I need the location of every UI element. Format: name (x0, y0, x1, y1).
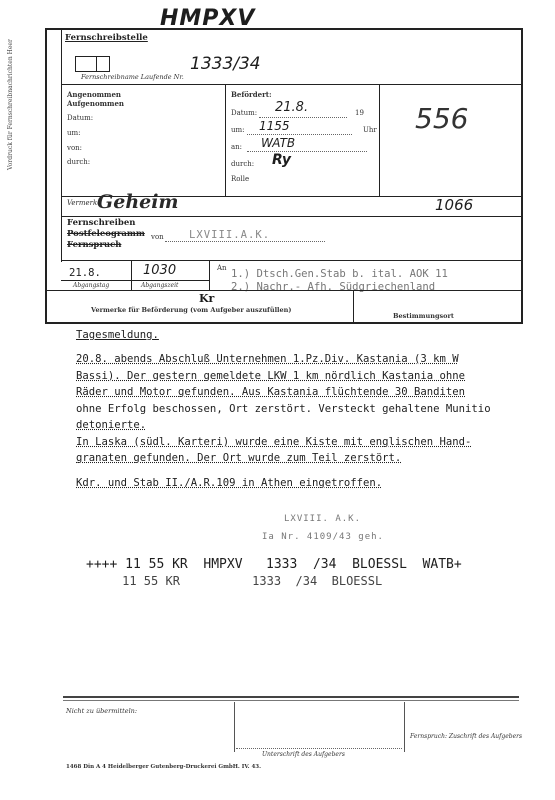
number-box-value: 556 (415, 102, 469, 135)
forwarded-time-label: um: (231, 126, 245, 134)
footer-rule-top (63, 696, 519, 698)
received-time-label: um: (67, 129, 81, 137)
message-line: ohne Erfolg beschossen, Ort zerstört. Versteckt gehaltene Munitio (76, 402, 491, 415)
forwarded-roll-label: Rolle (231, 175, 250, 183)
sequence-label: Fernschreibname Laufende Nr. (81, 73, 184, 81)
forwarded-to-label: an: (231, 143, 243, 151)
forwarded-uhr: Uhr (363, 126, 377, 134)
recipient-2: 2.) Nachr.- Afh. Südgriechenland (231, 281, 436, 293)
message-body (76, 353, 546, 493)
kr-code: Kr (199, 292, 215, 305)
handwritten-header-code: HMPXV (160, 6, 256, 31)
teleprint-routing-line-1: ++++ 11 55 KR HMPXV 1333 /34 BLOESSL WATB+ (86, 557, 462, 572)
sent-date-label: Abgangstag (73, 282, 110, 289)
sequence-box (95, 56, 110, 72)
recorded-heading: Aufgenommen (67, 99, 124, 108)
forwarded-by-signature: Ry (272, 152, 292, 168)
sent-date: 21.8. (69, 267, 101, 279)
forwarded-by-label: durch: (231, 160, 255, 168)
office-title: Fernschreibstelle (65, 33, 148, 43)
classification-stamp: Geheim (97, 191, 179, 213)
from-value: LXVIII.A.K. (189, 229, 271, 241)
teleprint-routing-line-2: 11 55 KR 1333 /34 BLOESSL (86, 574, 383, 588)
forwarded-year-suffix: 19 (355, 109, 364, 117)
message-line: In Laska (südl. Karteri) wurde eine Kiste mit englischen Hand- (76, 435, 472, 448)
message-line: granaten gefunden. Der Ort wurde zum Teil zerstört. (76, 452, 402, 464)
msg-type-telegram: Postfeleogramm (67, 229, 145, 239)
msg-type-telex: Fernschreiben (67, 218, 136, 228)
forwarded-date-label: Datum: (231, 109, 258, 117)
message-line (76, 469, 546, 477)
msg-type-phone: Fernspruch (67, 240, 122, 250)
printer-imprint: 1468 Din A 4 Heidelberger Gutenberg-Druckerei GmbH. IV. 43. (66, 764, 262, 770)
sent-time: 1030 (143, 263, 177, 278)
received-by-label: durch: (67, 158, 91, 166)
remarks-label: Vermerke (67, 199, 102, 207)
message-line: detonierte. (76, 419, 147, 431)
message-heading: Tagesmeldung. (76, 329, 159, 341)
teleprint-form (7, 28, 523, 324)
sequence-box (75, 56, 97, 72)
sequence-number: 1333/34 (190, 54, 261, 74)
signature-label: Unterschrift des Aufgebers (262, 751, 345, 758)
footer-divider-left (234, 702, 235, 752)
remarks-number: 1066 (435, 196, 474, 214)
forwarded-time-value: 1155 (259, 119, 290, 133)
signature-line (236, 748, 402, 749)
message-line: Kdr. und Stab II./A.R.109 in Athen eingetroffen. (76, 476, 383, 489)
footer-rule-bottom (63, 700, 519, 701)
footer-divider-right (404, 702, 405, 752)
forwarded-date-value: 21.8. (275, 100, 309, 115)
recipient-1: 1.) Dtsch.Gen.Stab b. ital. AOK 11 (231, 268, 448, 280)
message-line: 20.8. abends Abschluß Unternehmen 1.Pz.Div. Kastania (3 km W (76, 353, 459, 365)
from-label: von (151, 233, 164, 241)
message-line: Bassi). Der gestern gemeldete LKW 1 km nördlich Kastania ohne (76, 369, 466, 382)
registry-stamp-line-2: Ia Nr. 4109/43 geh. (262, 532, 384, 542)
message-line: Räder und Motor gefunden. Aus Kastania flüchtende 30 Banditen (76, 386, 466, 398)
recipients-label: An (217, 264, 227, 272)
received-heading: Angenommen (67, 90, 121, 99)
not-to-transmit-label: Nicht zu übermitteln: (66, 707, 138, 715)
forwarded-heading: Befördert: (231, 90, 272, 99)
received-from-label: von: (67, 144, 83, 152)
destination-label: Bestimmungsort (393, 312, 454, 320)
form-side-note: Vordruck für Fernschreibnachrichten Heer (7, 39, 14, 170)
registry-stamp-line-1: LXVIII. A.K. (284, 514, 362, 524)
sent-time-label: Abgangszeit (141, 282, 179, 289)
sender-note-label: Fernspruch: Zuschrift des Aufgebers (410, 733, 523, 740)
received-date-label: Datum: (67, 114, 94, 122)
transport-notes-label: Vermerke für Beförderung (vom Aufgeber auszufüllen) (91, 306, 292, 314)
forwarded-to-value: WATB (261, 136, 296, 150)
